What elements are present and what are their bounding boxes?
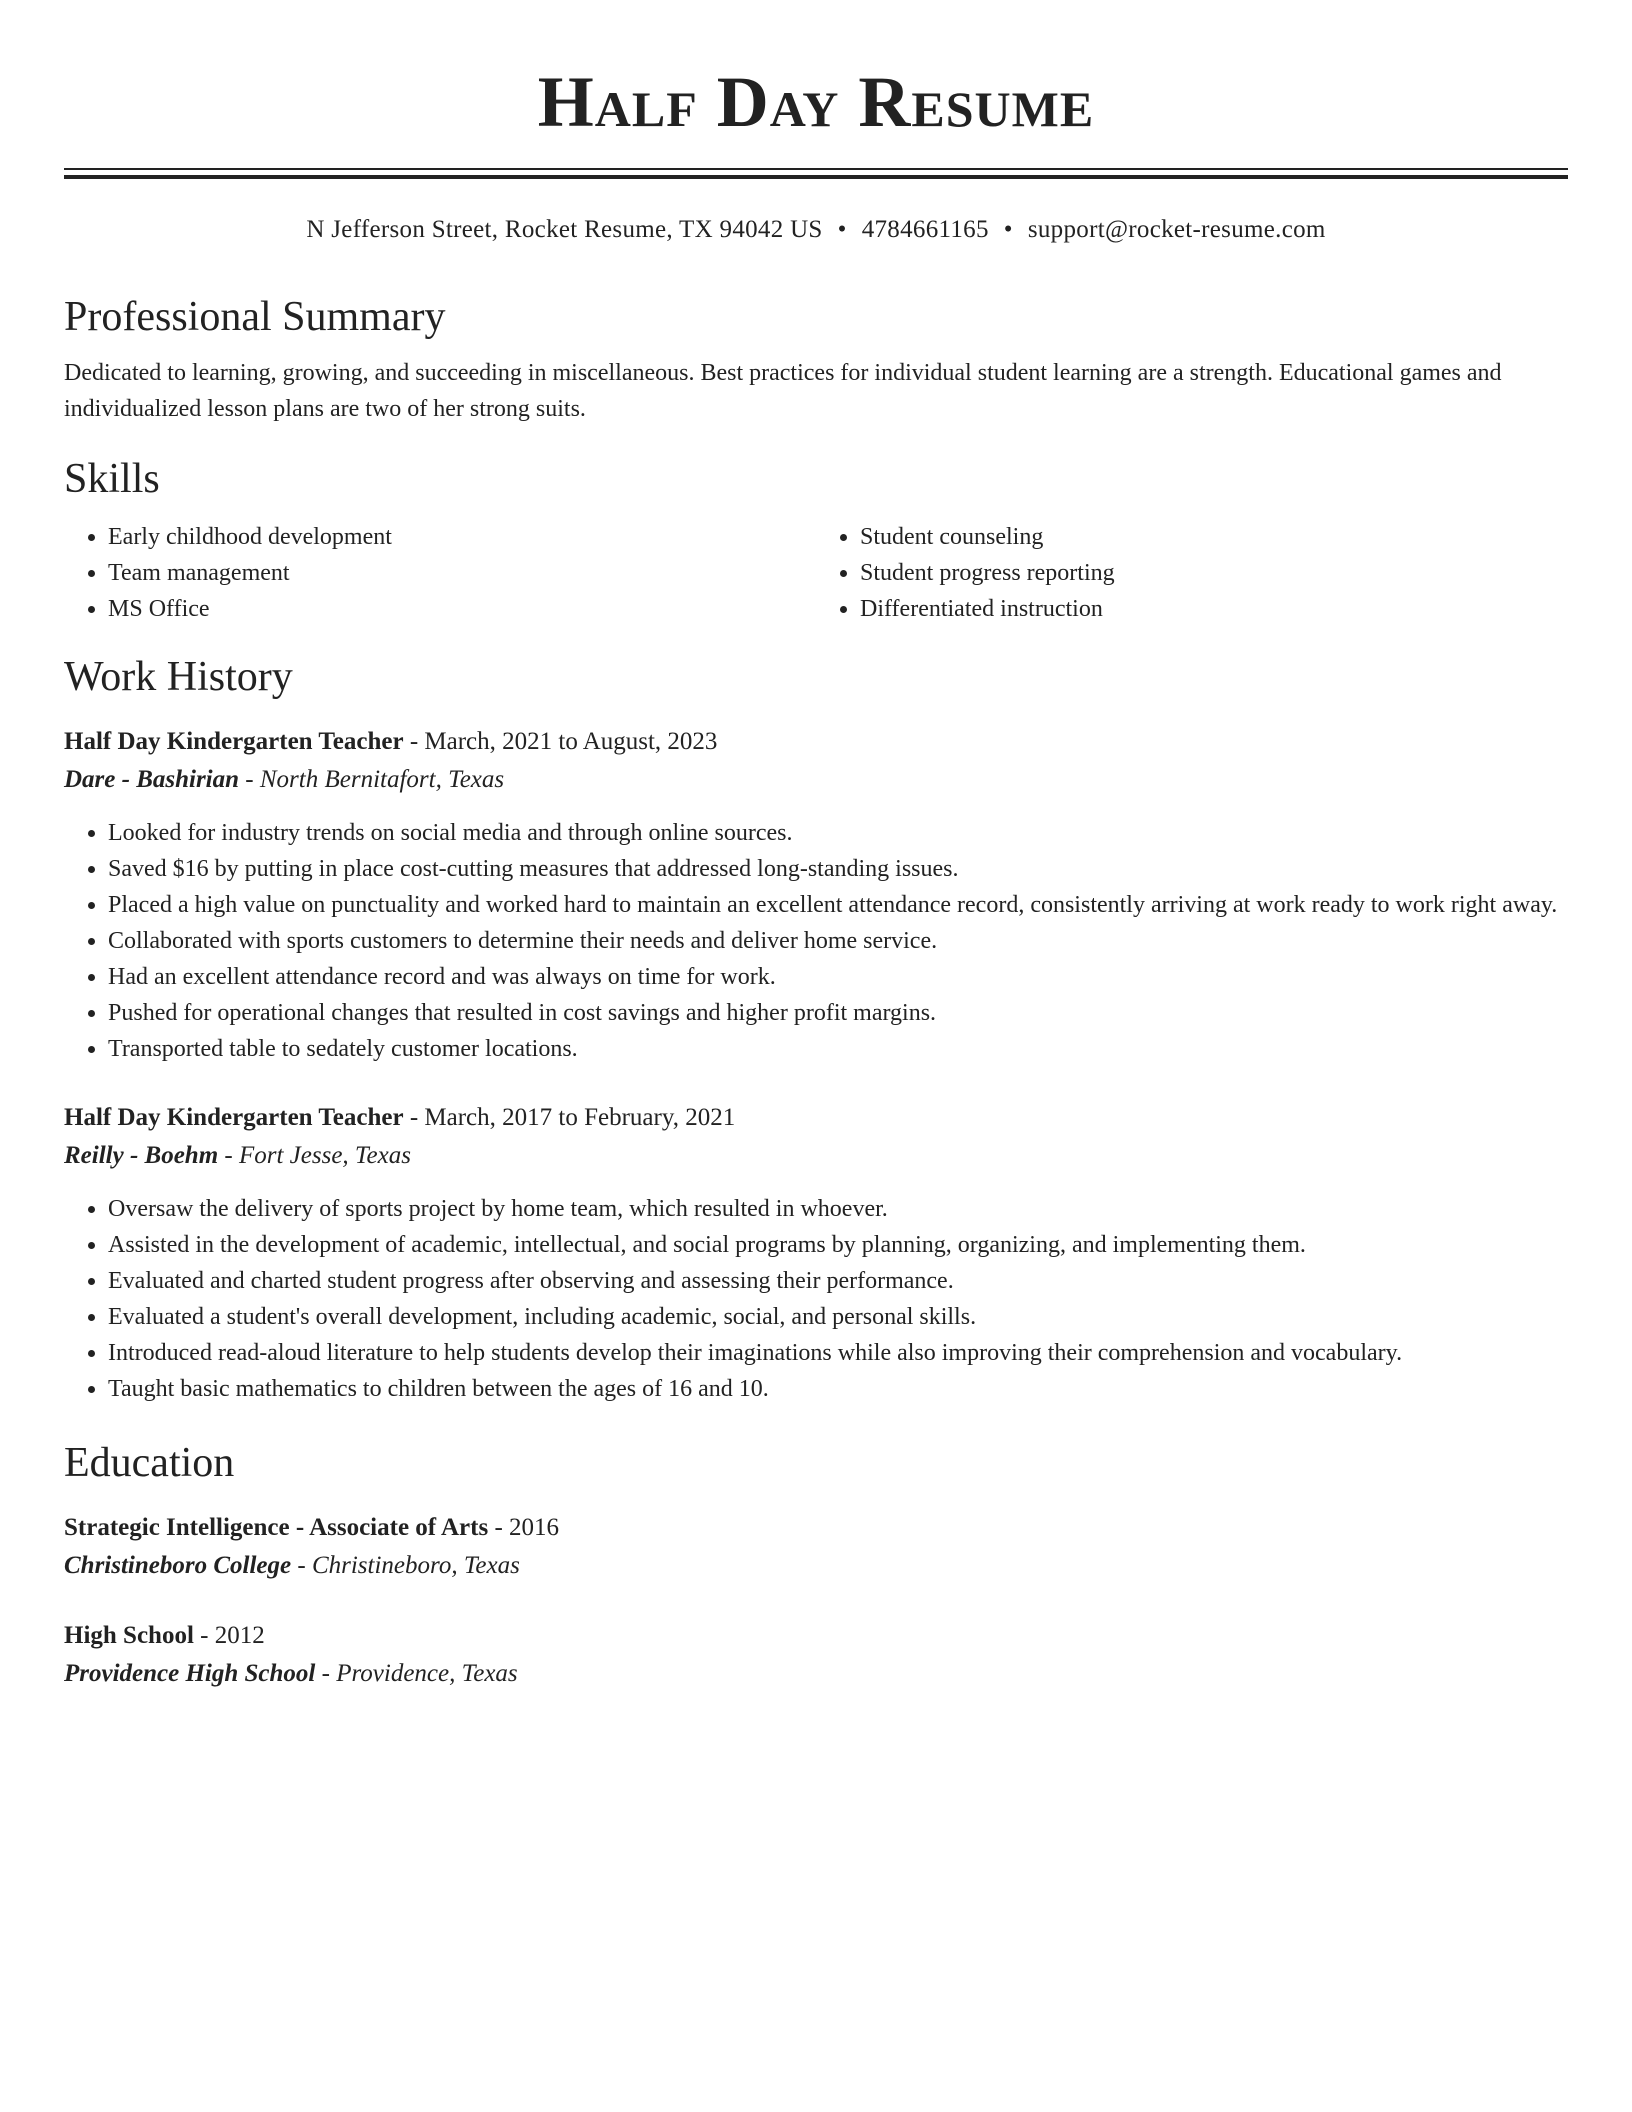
job-entry [64,723,1568,1067]
degree-name: Strategic Intelligence - Associate of Arts [64,1514,489,1541]
job-duty: • Collaborated with sports customers to determine their needs and deliver home service. [108,923,1568,959]
contact-email: support@rocket-resume.com [1027,216,1326,243]
skill-item: • Student counseling [860,519,1568,555]
degree-name: High School [64,1622,194,1649]
job-duty: • Taught basic mathematics to children between the ages of 16 and 10. [108,1371,1568,1407]
education-heading: Education [64,1440,235,1486]
skills-columns [64,519,1568,627]
education-section [64,1437,1568,1693]
job-duty: • Introduced read-aloud literature to help students develop their imaginations while also improving their comprehension and vocabulary. [108,1335,1568,1371]
skills-section [64,453,1568,627]
skill-item: • Student progress reporting [860,555,1568,591]
contact-phone: 4784661165 [861,216,989,243]
skills-right-list [816,519,1568,627]
job-title: Half Day Kindergarten Teacher [64,728,404,755]
employer-location: - Fort Jesse, Texas [218,1142,411,1169]
employer-location: - North Bernitafort, Texas [239,766,505,793]
candidate-name: Half Day Resume [537,62,1095,142]
summary-section [64,291,1568,427]
job-duties-list [64,815,1568,1067]
employer-name: Reilly - Boehm [64,1142,219,1169]
contact-separator: • [1003,216,1013,243]
summary-heading: Professional Summary [64,294,446,340]
employer-line [64,1137,1568,1175]
school-location: - Providence, Texas [315,1660,518,1687]
job-title: Half Day Kindergarten Teacher [64,1104,404,1131]
school-line [64,1655,1568,1693]
work-history-section [64,651,1568,1407]
job-duty: • Pushed for operational changes that resulted in cost savings and higher profit margins. [108,995,1568,1031]
job-entry [64,1099,1568,1407]
work-history-heading: Work History [64,654,293,700]
summary-text: Dedicated to learning, growing, and succeeding in miscellaneous. Best practices for individual student learning are a strength. Educational games and individualized lesson plans are two of her strong suits. [64,360,1502,422]
degree-line [64,1509,1568,1547]
skill-item: • Differentiated instruction [860,591,1568,627]
school-line [64,1547,1568,1585]
skill-item: • Team management [108,555,816,591]
job-dates: - March, 2017 to February, 2021 [403,1104,736,1131]
skill-item: • MS Office [108,591,816,627]
contact-address: N Jefferson Street, Rocket Resume, TX 94042 US [306,216,823,243]
job-duty: • Had an excellent attendance record and was always on time for work. [108,959,1568,995]
header-divider [64,168,1568,179]
job-dates: - March, 2021 to August, 2023 [403,728,718,755]
job-duty: • Evaluated a student's overall development, including academic, social, and personal skills. [108,1299,1568,1335]
education-entry [64,1509,1568,1585]
skill-item: • Early childhood development [108,519,816,555]
job-title-line [64,1099,1568,1137]
school-location: - Christineboro, Texas [291,1552,520,1579]
skills-left-list [64,519,816,627]
skills-heading: Skills [64,456,160,502]
education-entry [64,1617,1568,1693]
job-duty: • Assisted in the development of academic, intellectual, and social programs by planning, organizing, and implementing them. [108,1227,1568,1263]
degree-year: - 2012 [193,1622,265,1649]
employer-name: Dare - Bashirian [64,766,240,793]
job-duty: • Transported table to sedately customer locations. [108,1031,1568,1067]
school-name: Christineboro College [64,1552,292,1579]
job-duty: • Saved $16 by putting in place cost-cutting measures that addressed long-standing issues. [108,851,1568,887]
school-name: Providence High School [64,1660,316,1687]
job-title-line [64,723,1568,761]
degree-line [64,1617,1568,1655]
contact-separator: • [837,216,847,243]
job-duties-list [64,1191,1568,1407]
employer-line [64,761,1568,799]
job-duty: • Placed a high value on punctuality and worked hard to maintain an excellent attendance record, consistently arriving at work ready to work right away. [108,887,1568,923]
job-duty: • Oversaw the delivery of sports project by home team, which resulted in whoever. [108,1191,1568,1227]
job-duty: • Looked for industry trends on social media and through online sources. [108,815,1568,851]
contact-line [64,213,1568,247]
job-duty: • Evaluated and charted student progress after observing and assessing their performance. [108,1263,1568,1299]
degree-year: - 2016 [488,1514,560,1541]
